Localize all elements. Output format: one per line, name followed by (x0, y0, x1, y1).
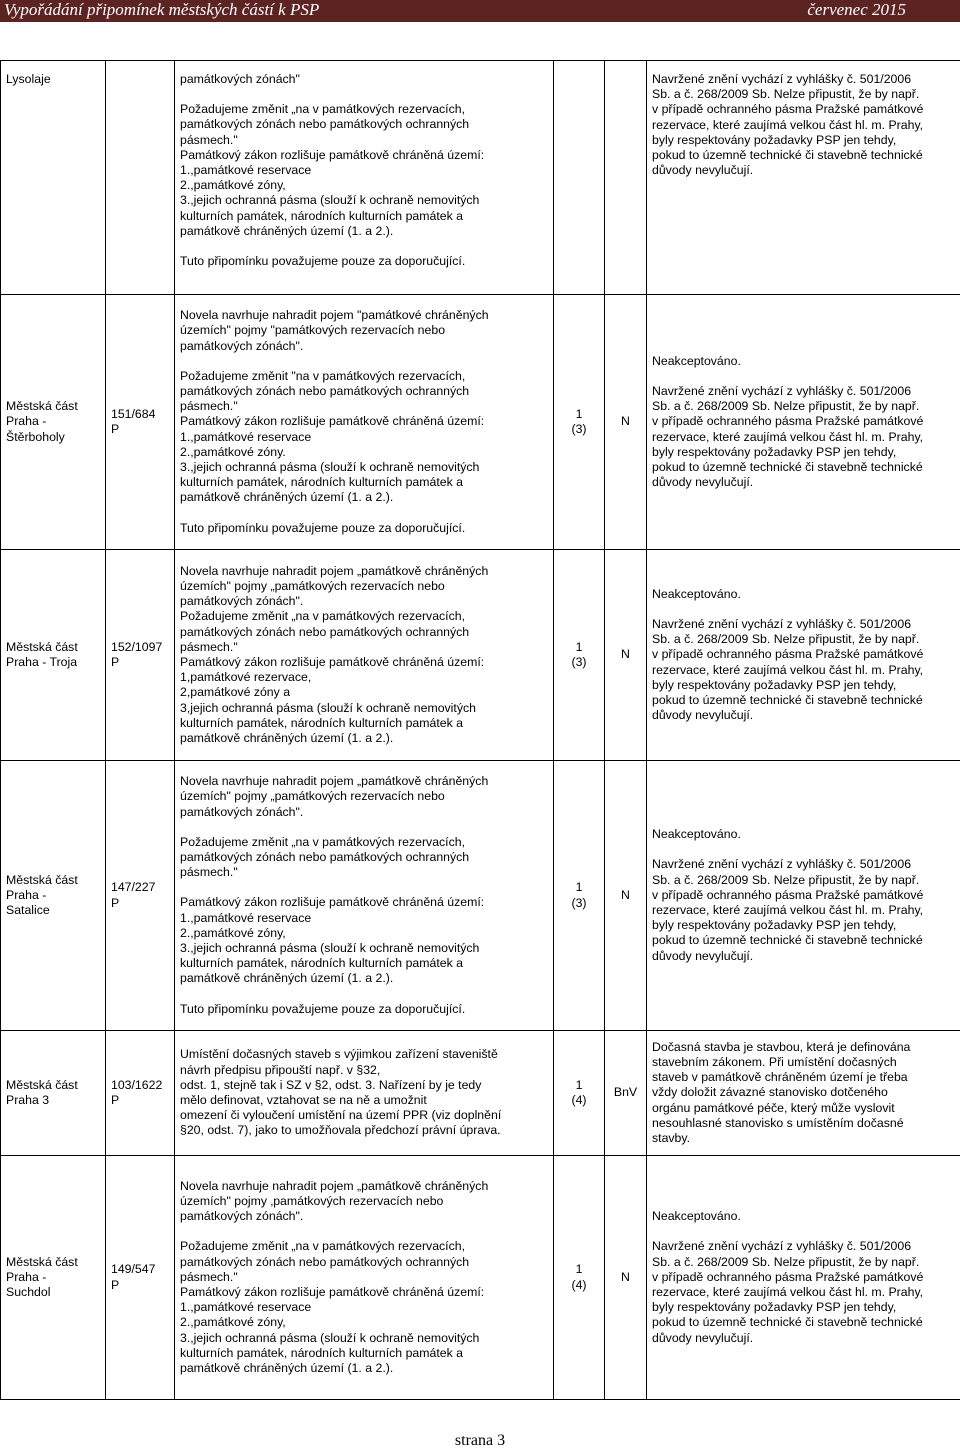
district-cell (1, 1031, 106, 1156)
comment-text-line: pásmech." (180, 399, 548, 414)
response-line: pokud to územně technické či stavebně technické (652, 1315, 955, 1330)
comment-text-line: kulturních památek, národních kulturních památek a (180, 475, 548, 490)
district-line: Satalice (6, 903, 100, 918)
response-line: v případě ochranného pásma Pražské památkové (652, 1270, 955, 1285)
comment-text-line: 1.,památkové reservace (180, 430, 548, 445)
priority-line: (3) (559, 655, 599, 670)
comment-text-line: památkových zónách nebo památkových ochranných (180, 1255, 548, 1270)
comment-text-line: Požadujeme změnit „na v památkových rezervacích, (180, 835, 548, 850)
comment-text-line (180, 820, 548, 835)
comment-number-line: 149/547 (111, 1262, 169, 1277)
priority-line: (4) (559, 1093, 599, 1108)
response-line: stavebním zákonem. Při umístění dočasných (652, 1055, 955, 1070)
comment-text-line: 2.,památkové zóny, (180, 1315, 548, 1330)
comment-text-line: památkových zónách" (180, 72, 548, 87)
comment-text-line: 1,památkové rezervace, (180, 670, 548, 685)
comment-text-line (180, 87, 548, 102)
document-header (0, 0, 960, 22)
response-line: Neakceptováno. (652, 587, 955, 602)
comment-text-line: Památkový zákon rozlišuje památkově chráněná území: (180, 414, 548, 429)
comment-number-line: 151/684 (111, 407, 169, 422)
response-line: Neakceptováno. (652, 1209, 955, 1224)
category-value: BnV (614, 1085, 637, 1099)
response-line: pokud to územně technické či stavebně technické (652, 933, 955, 948)
comment-text-line: památkově chráněných území (1. a 2.). (180, 1361, 548, 1376)
district-line: Městská část (6, 873, 100, 888)
comment-number-cell (106, 550, 175, 761)
district-line: Praha - (6, 888, 100, 903)
priority-cell (554, 1031, 605, 1156)
comment-text-line: památkových zónách". (180, 1209, 548, 1224)
response-line: Sb. a č. 268/2009 Sb. Nelze připustit, že by např. (652, 399, 955, 414)
comment-text-line (180, 987, 548, 1002)
comment-text-line (180, 239, 548, 254)
priority-line: 1 (559, 407, 599, 422)
table-row (1, 295, 960, 550)
priority-cell (554, 761, 605, 1031)
response-line: Navržené znění vychází z vyhlášky č. 501/2006 (652, 1239, 955, 1254)
category-value: N (621, 647, 630, 661)
table-row (1, 1156, 960, 1400)
district-line: Praha - (6, 414, 100, 429)
comment-text-cell (175, 61, 554, 295)
document-title: Vypořádání připomínek městských částí k PSP (4, 0, 319, 20)
priority-line: 1 (559, 1262, 599, 1277)
response-line: v případě ochranného pásma Pražské památkové (652, 888, 955, 903)
comment-text-line: památkově chráněných území (1. a 2.). (180, 490, 548, 505)
district-line: Praha 3 (6, 1093, 100, 1108)
comment-text-line: 1.,památkové reservace (180, 1300, 548, 1315)
comment-text-line: 3.,jejich ochranná pásma (slouží k ochraně nemovitých (180, 941, 548, 956)
comment-number-cell (106, 295, 175, 550)
comment-text-line: odst. 1, stejně tak i SZ v §2, odst. 3. Nařízení by je tedy (180, 1078, 548, 1093)
comment-text-line: kulturních památek, národních kulturních památek a (180, 716, 548, 731)
response-line: v případě ochranného pásma Pražské památkové (652, 102, 955, 117)
response-line: v případě ochranného pásma Pražské památkové (652, 647, 955, 662)
response-line: rezervace, které zaujímá velkou část hl. m. Prahy, (652, 118, 955, 133)
response-line: rezervace, které zaujímá velkou část hl. m. Prahy, (652, 903, 955, 918)
district-line: Štěrboholy (6, 430, 100, 445)
comment-text-line (180, 506, 548, 521)
category-value: N (621, 1270, 630, 1284)
priority-cell (554, 295, 605, 550)
response-line: v případě ochranného pásma Pražské památkové (652, 414, 955, 429)
comment-text-line: 2.,památkové zóny, (180, 926, 548, 941)
comment-text-line: pásmech." (180, 1270, 548, 1285)
district-line: Městská část (6, 1078, 100, 1093)
response-cell (647, 1156, 960, 1400)
comment-text-line: pásmech." (180, 865, 548, 880)
comment-text-line: územích" pojmy „památkových rezervacích nebo (180, 789, 548, 804)
comment-text-line: Tuto připomínku považujeme pouze za doporučující. (180, 254, 548, 269)
district-line: Městská část (6, 399, 100, 414)
comment-number-line: P (111, 1093, 169, 1108)
response-cell (647, 550, 960, 761)
comment-text-line: Požadujeme změnit „na v památkových rezervacích, (180, 609, 548, 624)
comment-text-line: Památkový zákon rozlišuje památkově chráněná území: (180, 1285, 548, 1300)
comment-text-line: památkových zónách nebo památkových ochranných (180, 625, 548, 640)
category-cell (605, 1156, 647, 1400)
comment-text-line: Tuto připomínku považujeme pouze za doporučující. (180, 521, 548, 536)
comment-text-line: Požadujeme změnit "na v památkových rezervacích, (180, 369, 548, 384)
comment-number-line: P (111, 1278, 169, 1293)
response-line (652, 369, 955, 384)
response-cell (647, 295, 960, 550)
comment-text-line: památkových zónách nebo památkových ochranných (180, 850, 548, 865)
response-line: byly respektovány požadavky PSP jen tehdy, (652, 678, 955, 693)
response-line: nesouhlasné stanovisko s umístěním dočasné (652, 1116, 955, 1131)
district-cell (1, 761, 106, 1031)
comment-text-line: územích" pojmy "památkových rezervacích nebo (180, 323, 548, 338)
priority-line: 1 (559, 1078, 599, 1093)
priority-line: (3) (559, 422, 599, 437)
comment-text-cell (175, 1031, 554, 1156)
response-line: Dočasná stavba je stavbou, která je definována (652, 1040, 955, 1055)
response-line: staveb v památkově chráněném území je třeba (652, 1070, 955, 1085)
comment-text-line: pásmech." (180, 640, 548, 655)
comment-number-cell (106, 761, 175, 1031)
response-line: byly respektovány požadavky PSP jen tehdy, (652, 445, 955, 460)
priority-cell (554, 61, 605, 295)
comment-text-line: památkově chráněných území (1. a 2.). (180, 731, 548, 746)
table-row (1, 761, 960, 1031)
comment-text-line: památkových zónách nebo památkových ochranných (180, 384, 548, 399)
comment-text-line: 3.,jejich ochranná pásma (slouží k ochraně nemovitých (180, 1331, 548, 1346)
comment-text-cell (175, 295, 554, 550)
comment-text-line: omezení či vyloučení umístění na území PPR (viz doplnění (180, 1108, 548, 1123)
comment-number-line: P (111, 655, 169, 670)
comment-text-line: 2,památkové zóny a (180, 685, 548, 700)
response-line: Neakceptováno. (652, 354, 955, 369)
category-value: N (621, 414, 630, 428)
comment-text-line: územích" pojmy ‚památkových rezervacích nebo (180, 1194, 548, 1209)
response-line: Navržené znění vychází z vyhlášky č. 501/2006 (652, 857, 955, 872)
district-cell (1, 61, 106, 295)
comment-text-line: kulturních památek, národních kulturních památek a (180, 209, 548, 224)
response-line: Neakceptováno. (652, 827, 955, 842)
response-line: stavby. (652, 1131, 955, 1146)
comment-number-cell (106, 1031, 175, 1156)
response-line: pokud to územně technické či stavebně technické (652, 460, 955, 475)
response-line: rezervace, které zaujímá velkou část hl. m. Prahy, (652, 430, 955, 445)
comment-text-line: 1.,památkové reservace (180, 911, 548, 926)
comment-text-line: kulturních památek, národních kulturních památek a (180, 1346, 548, 1361)
district-line: Praha - (6, 1270, 100, 1285)
response-line: byly respektovány požadavky PSP jen tehdy, (652, 133, 955, 148)
comment-text-line: památkových zónách nebo památkových ochranných (180, 117, 548, 132)
table-row (1, 550, 960, 761)
response-line: důvody nevylučují. (652, 475, 955, 490)
priority-cell (554, 550, 605, 761)
comment-text-line: Novela navrhuje nahradit pojem „památkově chráněných (180, 774, 548, 789)
district-line: Suchdol (6, 1285, 100, 1300)
priority-line: 1 (559, 880, 599, 895)
comment-text-line (180, 1224, 548, 1239)
district-line: Městská část (6, 1255, 100, 1270)
district-cell (1, 295, 106, 550)
response-line: rezervace, které zaujímá velkou část hl. m. Prahy, (652, 1285, 955, 1300)
response-line: Sb. a č. 268/2009 Sb. Nelze připustit, že by např. (652, 1255, 955, 1270)
category-cell (605, 550, 647, 761)
response-line: Navržené znění vychází z vyhlášky č. 501/2006 (652, 72, 955, 87)
category-cell (605, 295, 647, 550)
category-cell (605, 61, 647, 295)
comment-text-cell (175, 761, 554, 1031)
priority-line: 1 (559, 640, 599, 655)
response-line (652, 1224, 955, 1239)
comment-text-line: Novela navrhuje nahradit pojem "památkové chráněných (180, 308, 548, 323)
response-cell (647, 761, 960, 1031)
response-line: důvody nevylučují. (652, 949, 955, 964)
response-line: Sb. a č. 268/2009 Sb. Nelze připustit, že by např. (652, 632, 955, 647)
comment-text-cell (175, 550, 554, 761)
comment-text-line: územích" pojmy „památkových rezervacích nebo (180, 579, 548, 594)
comment-text-line: pásmech." (180, 133, 548, 148)
district-line: Lysolaje (6, 72, 100, 87)
district-cell (1, 1156, 106, 1400)
priority-line: (4) (559, 1278, 599, 1293)
comments-table (0, 60, 960, 1400)
comment-text-line: památkově chráněných území (1. a 2.). (180, 971, 548, 986)
response-line: důvody nevylučují. (652, 163, 955, 178)
comment-text-line: památkově chráněných území (1. a 2.). (180, 224, 548, 239)
priority-line: (3) (559, 896, 599, 911)
document-date: červenec 2015 (807, 0, 906, 20)
response-line: rezervace, které zaujímá velkou část hl. m. Prahy, (652, 663, 955, 678)
priority-cell (554, 1156, 605, 1400)
page-number: strana 3 (0, 1432, 960, 1450)
comment-text-line (180, 354, 548, 369)
response-line (652, 842, 955, 857)
comment-text-line: památkových zónách". (180, 594, 548, 609)
table-row (1, 1031, 960, 1156)
response-line: byly respektovány požadavky PSP jen tehdy, (652, 918, 955, 933)
category-value: N (621, 888, 630, 902)
response-line: pokud to územně technické či stavebně technické (652, 148, 955, 163)
comment-text-line: 3,jejich ochranná pásma (slouží k ochraně nemovitých (180, 701, 548, 716)
response-line (652, 602, 955, 617)
comment-text-line: Tuto připomínku považujeme pouze za doporučující. (180, 1002, 548, 1017)
comment-text-cell (175, 1156, 554, 1400)
response-line: důvody nevylučují. (652, 1331, 955, 1346)
comment-text-line: §20, odst. 7), jako to umožňovala předchozí právní úprava. (180, 1123, 548, 1138)
comment-text-line: Památkový zákon rozlišuje památkově chráněná území: (180, 148, 548, 163)
comment-text-line: Památkový zákon rozlišuje památkově chráněná území: (180, 655, 548, 670)
comment-number-line: 103/1622 (111, 1078, 169, 1093)
comment-text-line: 2.,památkové zóny. (180, 445, 548, 460)
comment-text-line: Novela navrhuje nahradit pojem „památkově chráněných (180, 564, 548, 579)
response-line: Sb. a č. 268/2009 Sb. Nelze připustit, že by např. (652, 87, 955, 102)
district-line: Městská část (6, 640, 100, 655)
comment-number-line: 152/1097 (111, 640, 169, 655)
response-line: vždy doložit závazné stanovisko dotčeného (652, 1085, 955, 1100)
category-cell (605, 761, 647, 1031)
comment-text-line: návrh předpisu připouští např. v §32, (180, 1063, 548, 1078)
response-line: důvody nevylučují. (652, 708, 955, 723)
category-cell (605, 1031, 647, 1156)
comment-text-line (180, 880, 548, 895)
response-line: byly respektovány požadavky PSP jen tehdy, (652, 1300, 955, 1315)
response-line: orgánu památkové péče, který může vyslovit (652, 1101, 955, 1116)
response-cell (647, 61, 960, 295)
table-row (1, 61, 960, 295)
response-line: Navržené znění vychází z vyhlášky č. 501/2006 (652, 617, 955, 632)
comment-number-cell (106, 1156, 175, 1400)
comment-text-line: Požadujeme změnit „na v památkových rezervacích, (180, 1239, 548, 1254)
comment-number-line: P (111, 422, 169, 437)
district-cell (1, 550, 106, 761)
comment-number-line: P (111, 896, 169, 911)
comment-number-cell (106, 61, 175, 295)
comment-text-line: Památkový zákon rozlišuje památkově chráněná území: (180, 895, 548, 910)
response-line: Navržené znění vychází z vyhlášky č. 501/2006 (652, 384, 955, 399)
district-line: Praha - Troja (6, 655, 100, 670)
comment-text-line: 3.,jejich ochranná pásma (slouží k ochraně nemovitých (180, 460, 548, 475)
response-cell (647, 1031, 960, 1156)
response-line: Sb. a č. 268/2009 Sb. Nelze připustit, že by např. (652, 873, 955, 888)
comment-text-line: památkových zónách". (180, 339, 548, 354)
comment-text-line: Umístění dočasných staveb s výjimkou zařízení staveniště (180, 1047, 548, 1062)
comment-text-line: Požadujeme změnit „na v památkových rezervacích, (180, 102, 548, 117)
comment-text-line: památkových zónách". (180, 805, 548, 820)
comment-text-line: 1.,památkové reservace (180, 163, 548, 178)
comment-text-line: kulturních památek, národních kulturních památek a (180, 956, 548, 971)
comment-text-line: Novela navrhuje nahradit pojem „památkově chráněných (180, 1179, 548, 1194)
response-line: pokud to územně technické či stavebně technické (652, 693, 955, 708)
comment-text-line: mělo definovat, vztahovat se na ně a umožnit (180, 1093, 548, 1108)
comment-text-line: 2.,památkové zóny, (180, 178, 548, 193)
comment-text-line: 3.,jejich ochranná pásma (slouží k ochraně nemovitých (180, 193, 548, 208)
comment-number-line: 147/227 (111, 880, 169, 895)
